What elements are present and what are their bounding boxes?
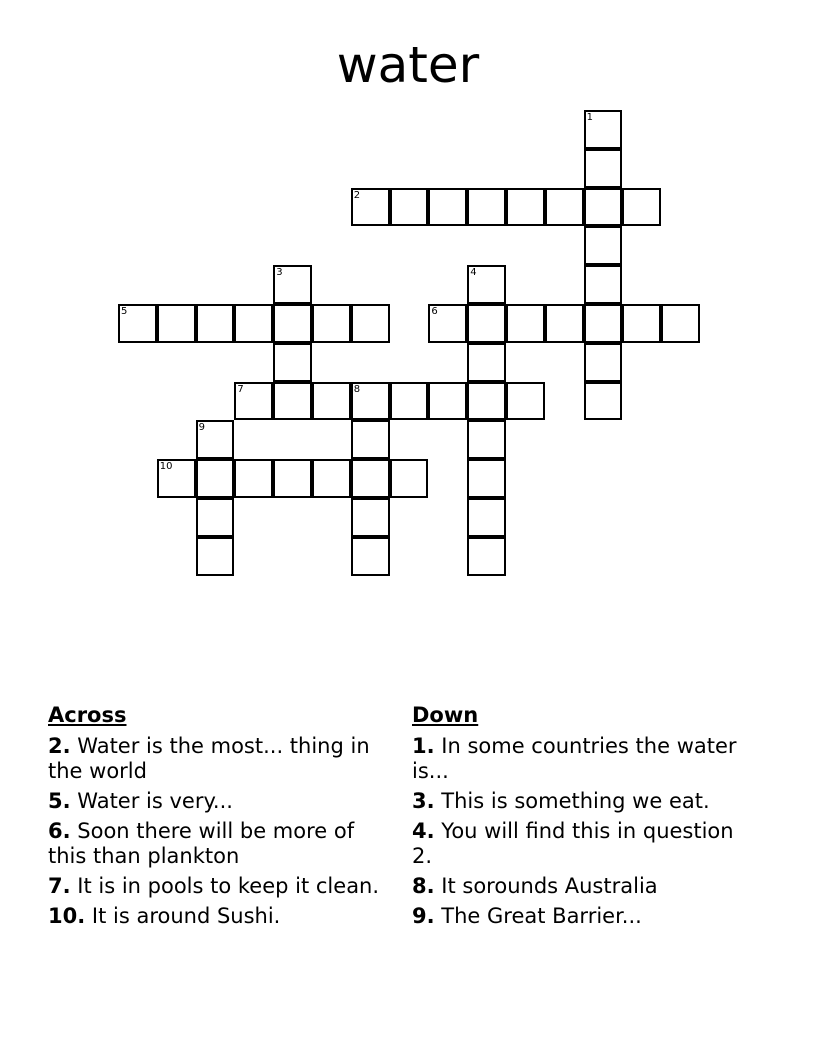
grid-cell[interactable] — [467, 382, 506, 421]
puzzle-title: water — [336, 36, 480, 94]
grid-cell[interactable] — [351, 304, 390, 343]
grid-cell[interactable] — [351, 498, 390, 537]
grid-cell[interactable] — [196, 537, 235, 576]
clue-text: In some countries the water is... — [412, 734, 737, 783]
grid-cell[interactable] — [467, 265, 506, 304]
grid-cell[interactable] — [506, 382, 545, 421]
grid-cell[interactable] — [312, 304, 351, 343]
grid-cell[interactable] — [428, 382, 467, 421]
cell-number: 10 — [159, 461, 173, 473]
clue-down-8 — [412, 874, 752, 899]
grid-cell[interactable] — [196, 459, 235, 498]
clue-text: The Great Barrier... — [441, 904, 642, 928]
grid-cell[interactable] — [506, 188, 545, 227]
clue-text: You will find this in question 2. — [412, 819, 734, 868]
clue-text: It is around Sushi. — [91, 904, 281, 928]
down-heading: Down — [412, 703, 479, 727]
grid-cell[interactable] — [273, 459, 312, 498]
grid-cell[interactable] — [234, 304, 273, 343]
grid-cell[interactable] — [467, 537, 506, 576]
grid-cell[interactable] — [467, 343, 506, 382]
grid-cell[interactable] — [351, 459, 390, 498]
clue-number: 5. — [48, 789, 71, 813]
clue-across-7 — [48, 874, 388, 899]
cell-number: 9 — [198, 422, 205, 434]
clue-down-4 — [412, 819, 752, 869]
clue-text: This is something we eat. — [441, 789, 710, 813]
grid-cell[interactable] — [351, 420, 390, 459]
grid-cell[interactable] — [234, 382, 273, 421]
grid-cell[interactable] — [351, 188, 390, 227]
grid-cell[interactable] — [661, 304, 700, 343]
grid-cell[interactable] — [273, 343, 312, 382]
clue-number: 1. — [412, 734, 435, 758]
cell-number: 3 — [276, 267, 283, 279]
grid-cell[interactable] — [545, 188, 584, 227]
clue-number: 10. — [48, 904, 86, 928]
across-heading: Across — [48, 703, 127, 727]
grid-cell[interactable] — [157, 304, 196, 343]
grid-cell[interactable] — [273, 382, 312, 421]
clue-down-3 — [412, 789, 752, 814]
grid-cell[interactable] — [467, 459, 506, 498]
cell-number: 2 — [353, 189, 361, 201]
grid-cell[interactable] — [584, 149, 623, 188]
clue-number: 9. — [412, 904, 435, 928]
grid-cell[interactable] — [467, 188, 506, 227]
grid-cell[interactable] — [157, 459, 196, 498]
grid-cell[interactable] — [622, 304, 661, 343]
grid-cell[interactable] — [273, 265, 312, 304]
grid-cell[interactable] — [467, 420, 506, 459]
grid-cell[interactable] — [545, 304, 584, 343]
clue-number: 7. — [48, 874, 71, 898]
grid-cell[interactable] — [390, 382, 429, 421]
clue-across-6 — [48, 819, 388, 869]
cell-number: 6 — [431, 306, 438, 317]
clue-number: 4. — [412, 819, 435, 843]
grid-cell[interactable] — [390, 459, 429, 498]
cell-number: 1 — [586, 112, 593, 123]
grid-cell[interactable] — [584, 188, 623, 227]
grid-cell[interactable] — [467, 304, 506, 343]
grid-cell[interactable] — [196, 498, 235, 537]
cell-number: 5 — [121, 306, 128, 317]
clue-text: Water is the most... thing in the world — [48, 734, 370, 783]
grid-cell[interactable] — [234, 459, 273, 498]
clue-text: Water is very... — [77, 789, 233, 813]
grid-cell[interactable] — [584, 304, 623, 343]
grid-cell[interactable] — [312, 459, 351, 498]
clue-text: Soon there will be more of this than plankton — [48, 819, 355, 868]
grid-cell[interactable] — [390, 188, 429, 227]
grid-cell[interactable] — [428, 304, 467, 343]
clue-down-9 — [412, 904, 752, 929]
cell-number: 8 — [353, 383, 361, 395]
grid-cell[interactable] — [584, 110, 623, 149]
clue-number: 3. — [412, 789, 435, 813]
clue-down-1 — [412, 734, 752, 784]
grid-cell[interactable] — [584, 265, 623, 304]
cell-number: 4 — [470, 267, 477, 279]
grid-cell[interactable] — [584, 343, 623, 382]
clue-text: It sorounds Australia — [441, 874, 658, 898]
across-clues — [48, 703, 388, 934]
grid-cell[interactable] — [351, 537, 390, 576]
grid-cell[interactable] — [622, 188, 661, 227]
grid-cell[interactable] — [118, 304, 157, 343]
grid-cell[interactable] — [196, 420, 235, 459]
clue-number: 8. — [412, 874, 435, 898]
clue-text: It is in pools to keep it clean. — [77, 874, 380, 898]
grid-cell[interactable] — [196, 304, 235, 343]
clue-across-2 — [48, 734, 388, 784]
grid-cell[interactable] — [428, 188, 467, 227]
clue-across-10 — [48, 904, 388, 929]
clue-across-5 — [48, 789, 388, 814]
clue-number: 2. — [48, 734, 71, 758]
clue-number: 6. — [48, 819, 71, 843]
cell-number: 7 — [237, 383, 244, 395]
grid-cell[interactable] — [584, 382, 623, 421]
grid-cell[interactable] — [467, 498, 506, 537]
grid-cell[interactable] — [584, 226, 623, 265]
grid-cell[interactable] — [312, 382, 351, 421]
grid-cell[interactable] — [273, 304, 312, 343]
down-clues — [412, 703, 752, 934]
grid-cell[interactable] — [351, 382, 390, 421]
grid-cell[interactable] — [506, 304, 545, 343]
